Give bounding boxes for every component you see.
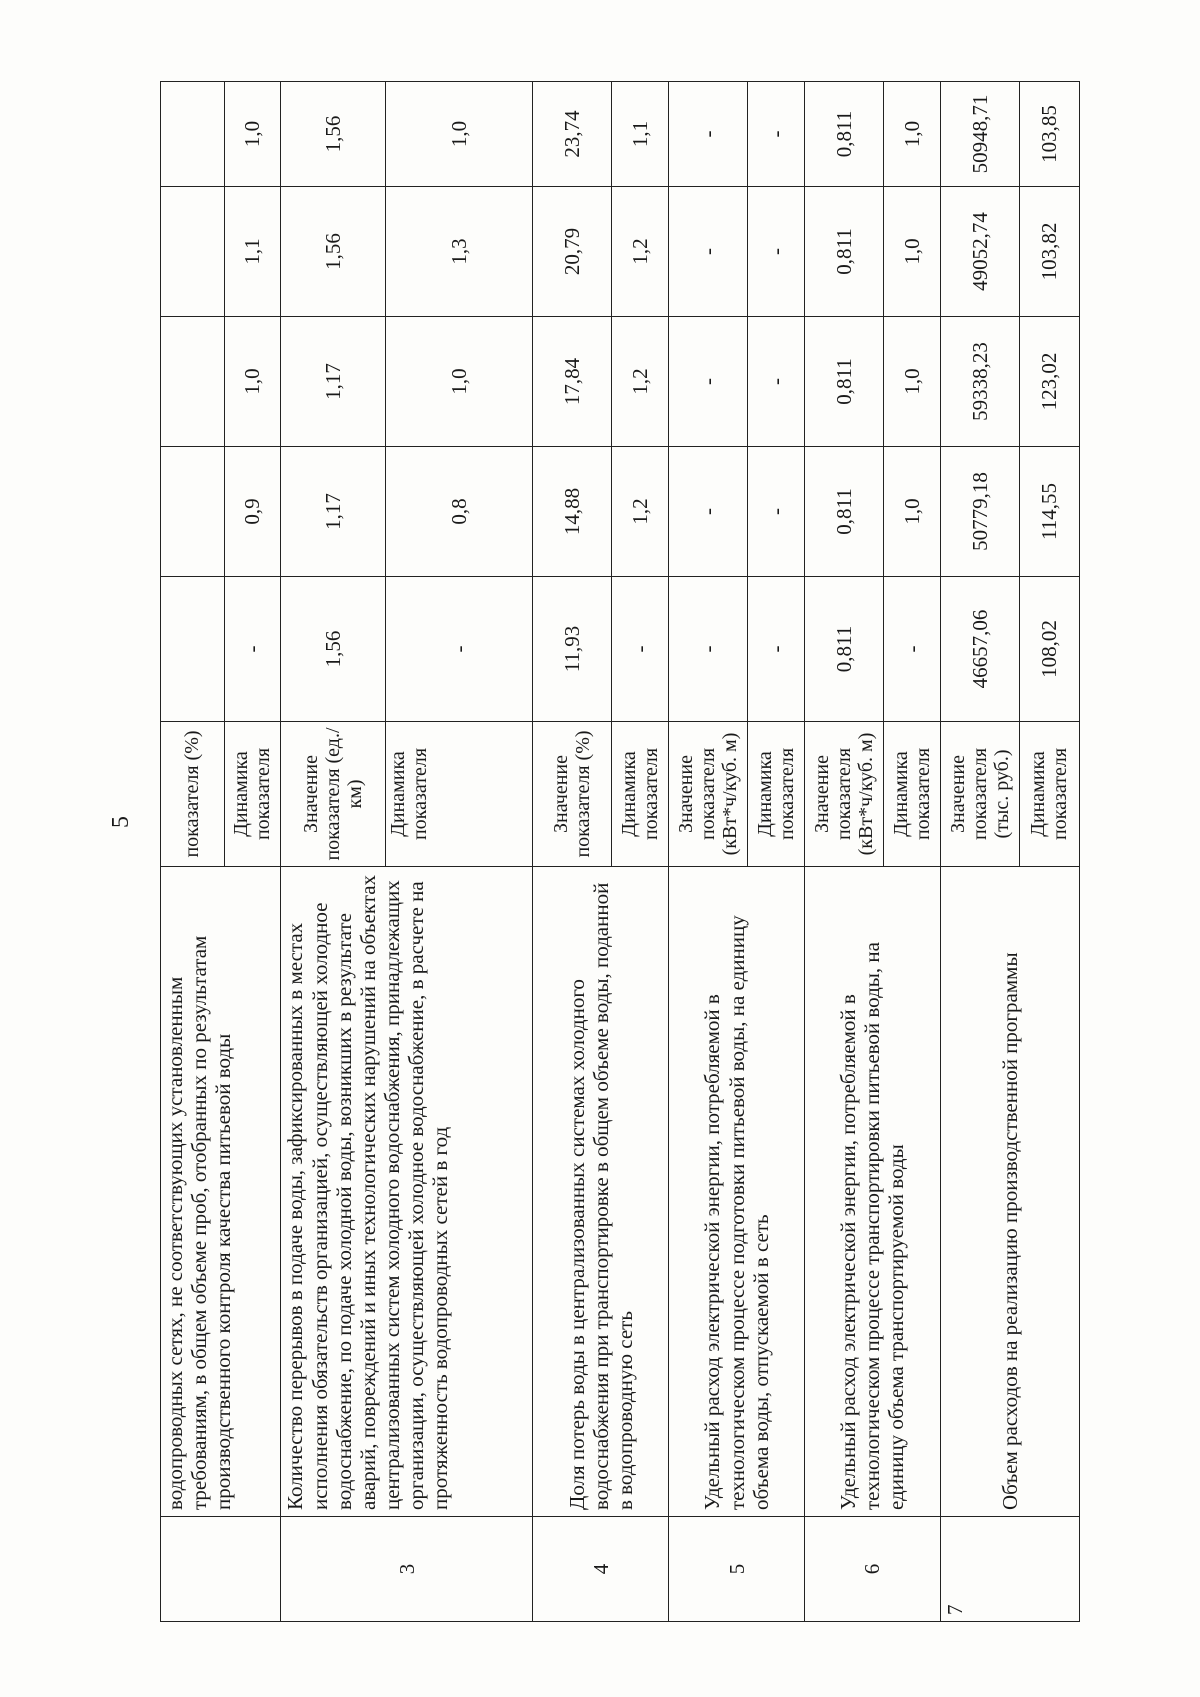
value-cell: - — [385, 577, 533, 722]
value-cell: 1,1 — [612, 82, 669, 187]
value-cell: 1,0 — [883, 447, 940, 577]
value-cell: 114,55 — [1019, 447, 1079, 577]
value-cell: 1,2 — [612, 447, 669, 577]
value-cell: - — [224, 577, 281, 722]
value-cell: - — [748, 187, 805, 317]
indicator-unit: Динамика показателя — [385, 722, 533, 867]
table-row — [533, 82, 612, 1622]
row-number: 6 — [805, 1517, 941, 1622]
value-cell: 103,85 — [1019, 82, 1079, 187]
value-cell — [161, 317, 225, 447]
value-cell: 0,811 — [805, 82, 884, 187]
value-cell: 0,811 — [805, 577, 884, 722]
value-cell: - — [883, 577, 940, 722]
value-cell: 1,2 — [612, 317, 669, 447]
page-number: 5 — [108, 816, 134, 828]
table-row — [805, 82, 884, 1622]
table-row — [161, 82, 225, 1622]
value-cell: - — [748, 82, 805, 187]
indicator-description: Объем расходов на реализацию производственной программы — [940, 867, 1079, 1517]
value-cell: - — [669, 577, 748, 722]
value-cell: 14,88 — [533, 447, 612, 577]
table-row — [281, 82, 385, 1622]
row-number — [161, 1517, 281, 1622]
row-number: 5 — [669, 1517, 805, 1622]
value-cell: 49052,74 — [940, 187, 1019, 317]
value-cell: 1,0 — [224, 317, 281, 447]
value-cell — [161, 187, 225, 317]
value-cell: - — [748, 317, 805, 447]
value-cell: 1,0 — [385, 82, 533, 187]
indicator-unit: Значение показателя (ед./км) — [281, 722, 385, 867]
indicators-table — [160, 81, 1080, 1622]
value-cell: - — [669, 82, 748, 187]
value-cell: 46657,06 — [940, 577, 1019, 722]
value-cell: - — [748, 447, 805, 577]
value-cell: - — [748, 577, 805, 722]
indicator-unit: Динамика показателя — [1019, 722, 1079, 867]
value-cell: 23,74 — [533, 82, 612, 187]
indicator-unit: Динамика показателя — [748, 722, 805, 867]
value-cell: 1,0 — [224, 82, 281, 187]
value-cell: - — [669, 447, 748, 577]
value-cell: 103,82 — [1019, 187, 1079, 317]
value-cell — [161, 82, 225, 187]
value-cell: 1,2 — [612, 187, 669, 317]
indicator-unit: Значение показателя (кВт*ч/куб. м) — [669, 722, 748, 867]
row-number: 4 — [533, 1517, 669, 1622]
row-number: 7 — [940, 1517, 1079, 1622]
value-cell: 1,0 — [883, 187, 940, 317]
value-cell: 20,79 — [533, 187, 612, 317]
value-cell: - — [669, 187, 748, 317]
value-cell: 1,1 — [224, 187, 281, 317]
indicators-table-container — [160, 82, 1080, 1622]
value-cell — [161, 577, 225, 722]
indicator-description: Удельный расход электрической энергии, потребляемой в технологическом процессе подготовки питьевой воды, на единицу объема воды, отпускаемой в сеть — [669, 867, 805, 1517]
value-cell: 1,0 — [883, 317, 940, 447]
value-cell: 0,811 — [805, 187, 884, 317]
value-cell: 11,93 — [533, 577, 612, 722]
value-cell: 1,56 — [281, 82, 385, 187]
table-row — [669, 82, 748, 1622]
value-cell: 59338,23 — [940, 317, 1019, 447]
value-cell: - — [669, 317, 748, 447]
table-row — [940, 82, 1019, 1622]
value-cell: 0,9 — [224, 447, 281, 577]
value-cell: 1,3 — [385, 187, 533, 317]
value-cell: 1,56 — [281, 577, 385, 722]
value-cell: 1,17 — [281, 317, 385, 447]
value-cell: 0,811 — [805, 317, 884, 447]
indicator-unit: Значение показателя (тыс. руб.) — [940, 722, 1019, 867]
indicator-unit: Значение показателя (кВт*ч/куб. м) — [805, 722, 884, 867]
indicator-unit: Динамика показателя — [883, 722, 940, 867]
row-number: 3 — [281, 1517, 533, 1622]
value-cell: 123,02 — [1019, 317, 1079, 447]
indicator-description: Количество перерывов в подаче воды, зафиксированных в местах исполнения обязательств организацией, осуществляющей холодное водоснабжение, по подаче холодной воды, возникших в результате аварий, повреждений и иных технологических нарушений на объектах централизованных систем холодного водоснабжения, принадлежащих организации, осуществляющей холодное водоснабжение, в расчете на протяженность водопроводных сетей в год — [281, 867, 533, 1517]
indicator-description: Удельный расход электрической энергии, потребляемой в технологическом процессе транспортировки питьевой воды, на единицу объема транспортируемой воды — [805, 867, 941, 1517]
indicator-unit: Динамика показателя — [612, 722, 669, 867]
value-cell: 0,8 — [385, 447, 533, 577]
indicator-unit: показателя (%) — [161, 722, 225, 867]
indicator-description: водопроводных сетях, не соответствующих установленным требованиям, в общем объеме проб, отобранных по результатам производственного контроля качества питьевой воды — [161, 867, 281, 1517]
indicator-description: Доля потерь воды в централизованных системах холодного водоснабжения при транспортировке в общем объеме воды, поданной в водопроводную сеть — [533, 867, 669, 1517]
value-cell: - — [612, 577, 669, 722]
value-cell — [161, 447, 225, 577]
value-cell: 1,56 — [281, 187, 385, 317]
value-cell: 1,0 — [385, 317, 533, 447]
value-cell: 0,811 — [805, 447, 884, 577]
value-cell: 1,17 — [281, 447, 385, 577]
value-cell: 17,84 — [533, 317, 612, 447]
value-cell: 108,02 — [1019, 577, 1079, 722]
value-cell: 50948,71 — [940, 82, 1019, 187]
value-cell: 1,0 — [883, 82, 940, 187]
value-cell: 50779,18 — [940, 447, 1019, 577]
indicator-unit: Динамика показателя — [224, 722, 281, 867]
indicator-unit: Значение показателя (%) — [533, 722, 612, 867]
